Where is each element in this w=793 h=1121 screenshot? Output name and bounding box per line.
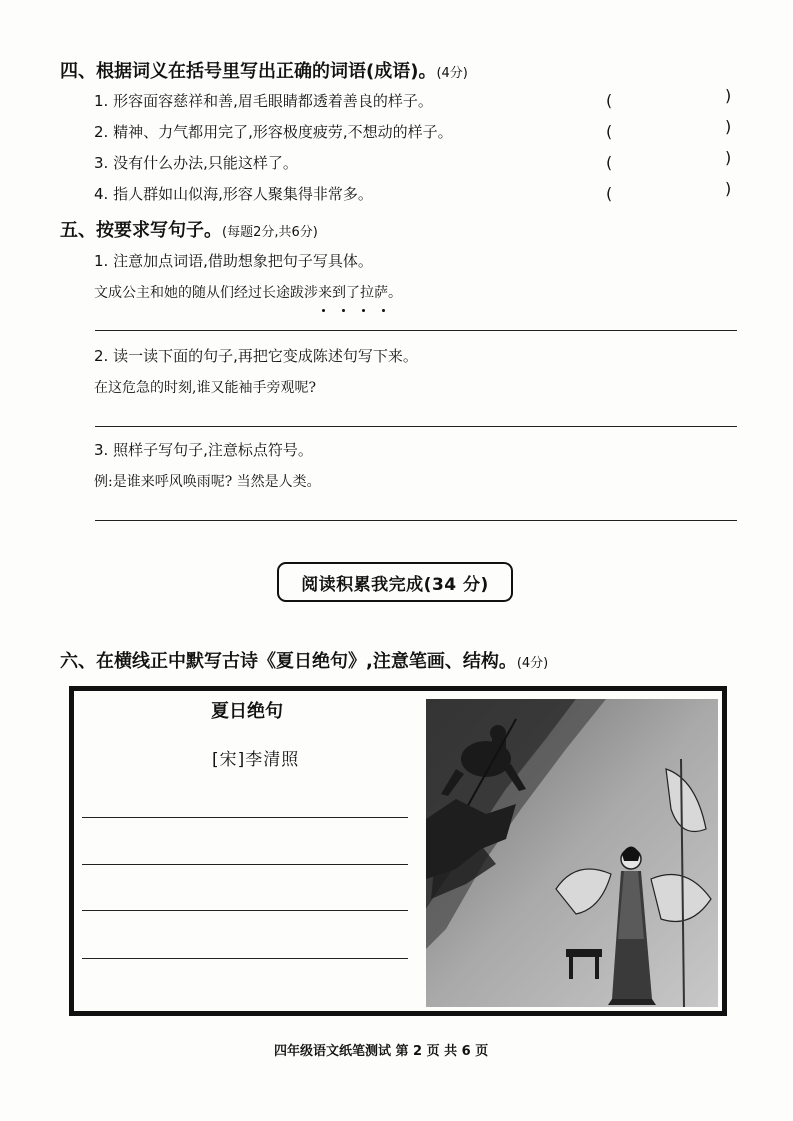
poem-author: [宋]李清照 — [212, 750, 300, 770]
q3-example: 例:是谁来呼风唤雨呢? 当然是人类。 — [94, 474, 321, 490]
q1-prompt: 1. 注意加点词语,借助想象把句子写具体。 — [94, 252, 373, 270]
section4-item-1: 1. 形容面容慈祥和善,眉毛眼睛都透着善良的样子。 — [94, 92, 433, 110]
answer-blank-2[interactable] — [620, 121, 720, 143]
section4-item-2: 2. 精神、力气都用完了,形容极度疲劳,不想动的样子。 — [94, 123, 453, 141]
q2-sentence: 在这危急的时刻,谁又能袖手旁观呢? — [94, 380, 316, 396]
emphasis-dot — [382, 309, 385, 312]
q1-answer-line[interactable] — [95, 330, 737, 331]
paren-close-2: ) — [725, 117, 732, 136]
q3-answer-line[interactable] — [95, 520, 737, 521]
q2-prompt: 2. 读一读下面的句子,再把它变成陈述句写下来。 — [94, 347, 418, 365]
section5-title: 五、按要求写句子。 — [60, 220, 222, 241]
poem-line-1[interactable] — [82, 817, 408, 818]
emphasis-dot — [322, 309, 325, 312]
poem-illustration — [426, 699, 718, 1007]
poem-line-3[interactable] — [82, 910, 408, 911]
q1-sentence: 文成公主和她的随从们经过长途跋涉来到了拉萨。 — [94, 285, 402, 301]
q3-prompt: 3. 照样子写句子,注意标点符号。 — [94, 441, 313, 459]
section4-heading — [60, 57, 468, 83]
paren-open-3: ( — [606, 153, 613, 172]
section4-item-3: 3. 没有什么办法,只能这样了。 — [94, 154, 298, 172]
paren-close-4: ) — [725, 179, 732, 198]
emphasis-dot — [342, 309, 345, 312]
page-footer: 四年级语文纸笔测试 第 2 页 共 6 页 — [274, 1044, 489, 1059]
answer-blank-1[interactable] — [620, 90, 720, 112]
paren-open-2: ( — [606, 122, 613, 141]
section6-heading — [60, 647, 548, 673]
answer-blank-3[interactable] — [620, 152, 720, 174]
paren-open-1: ( — [606, 91, 613, 110]
section5-points: (每题2分,共6分) — [222, 225, 318, 240]
q2-answer-line[interactable] — [95, 426, 737, 427]
paren-close-1: ) — [725, 86, 732, 105]
paren-close-3: ) — [725, 148, 732, 167]
section4-points: (4分) — [436, 66, 468, 81]
answer-blank-4[interactable] — [620, 183, 720, 205]
reading-section-banner: 阅读积累我完成(34 分) — [277, 562, 513, 602]
emphasis-dot — [362, 309, 365, 312]
poem-title: 夏日绝句 — [211, 701, 283, 722]
section4-item-4: 4. 指人群如山似海,形容人聚集得非常多。 — [94, 185, 373, 203]
section6-points: (4分) — [516, 656, 549, 671]
section4-title: 四、根据词义在括号里写出正确的词语(成语)。 — [60, 61, 437, 82]
section6-title: 六、在横线正中默写古诗《夏日绝句》,注意笔画、结构。 — [60, 651, 517, 672]
poem-line-4[interactable] — [82, 958, 408, 959]
paren-open-4: ( — [606, 184, 613, 203]
section5-heading — [60, 216, 318, 242]
poem-line-2[interactable] — [82, 864, 408, 865]
